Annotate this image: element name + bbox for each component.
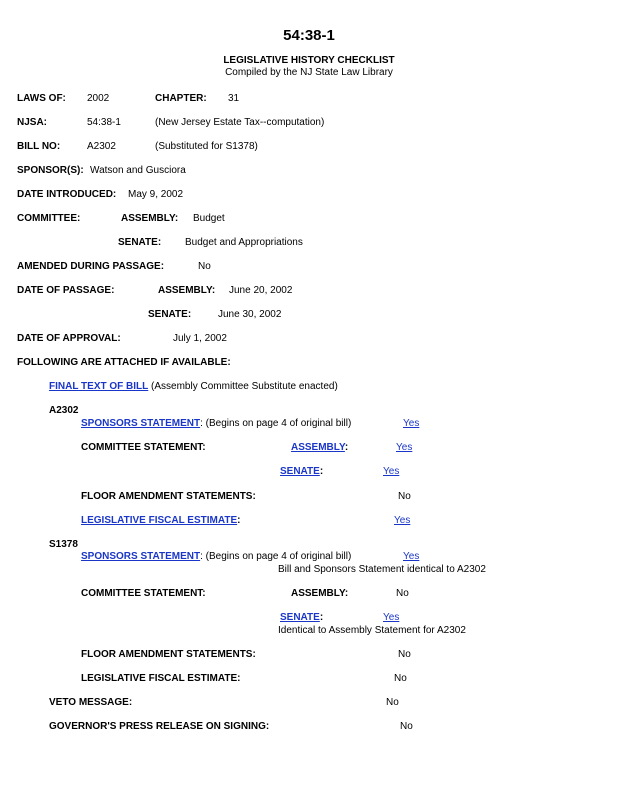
- laws-of-value: 2002: [87, 93, 110, 104]
- s1378-committee-senate-yes-link[interactable]: Yes: [383, 612, 400, 623]
- bill-no-value: A2302: [87, 141, 116, 152]
- s1378-fiscal-label: LEGISLATIVE FISCAL ESTIMATE:: [81, 673, 241, 684]
- bill-no-note: (Substituted for S1378): [155, 141, 258, 152]
- a2302-committee-senate-row: [280, 466, 323, 478]
- njsa-value: 54:38-1: [87, 117, 121, 128]
- a2302-sponsors-statement-note: : (Begins on page 4 of original bill): [200, 418, 352, 429]
- approval-label: DATE OF APPROVAL:: [17, 333, 121, 344]
- press-release-label: GOVERNOR'S PRESS RELEASE ON SIGNING:: [49, 721, 270, 732]
- njsa-label: NJSA:: [17, 117, 48, 128]
- a2302-committee-assembly-yes-link[interactable]: Yes: [396, 442, 413, 453]
- a2302-fiscal-colon: :: [237, 515, 241, 526]
- s1378-committee-assembly-value: No: [396, 588, 409, 599]
- bill-no-label: BILL NO:: [17, 141, 61, 152]
- final-text-link[interactable]: FINAL TEXT OF BILL: [49, 381, 149, 392]
- a2302-committee-statement-label: COMMITTEE STATEMENT:: [81, 442, 206, 453]
- veto-label: VETO MESSAGE:: [49, 697, 133, 708]
- s1378-sponsors-statement-note: : (Begins on page 4 of original bill): [200, 551, 352, 562]
- committee-label: COMMITTEE:: [17, 213, 81, 224]
- laws-of-label: LAWS OF:: [17, 93, 66, 104]
- a2302-fiscal-row: [81, 515, 240, 527]
- a2302-committee-assembly-link[interactable]: ASSEMBLY: [291, 442, 345, 453]
- a2302-heading: A2302: [49, 405, 79, 416]
- s1378-committee-statement-label: COMMITTEE STATEMENT:: [81, 588, 206, 599]
- checklist-subtitle: LEGISLATIVE HISTORY CHECKLIST: [223, 55, 395, 66]
- passage-senate-value: June 30, 2002: [218, 309, 282, 320]
- amended-value: No: [198, 261, 211, 272]
- sponsors-value: Watson and Gusciora: [90, 165, 186, 176]
- s1378-committee-senate-link[interactable]: SENATE: [280, 612, 320, 623]
- page-title: 54:38-1: [283, 27, 335, 44]
- a2302-committee-senate-colon: :: [319, 466, 324, 477]
- s1378-heading: S1378: [49, 539, 78, 550]
- a2302-committee-assembly-colon: :: [344, 442, 349, 453]
- a2302-committee-assembly-row: [291, 442, 348, 454]
- s1378-sponsors-statement-link[interactable]: SPONSORS STATEMENT: [81, 551, 201, 562]
- s1378-floor-label: FLOOR AMENDMENT STATEMENTS:: [81, 649, 256, 660]
- a2302-sponsors-statement-yes-link[interactable]: Yes: [403, 418, 420, 429]
- s1378-sponsors-row: [81, 551, 351, 563]
- compiled-by: Compiled by the NJ State Law Library: [225, 67, 393, 78]
- s1378-committee-assembly-label: ASSEMBLY:: [291, 588, 349, 599]
- a2302-committee-senate-yes-link[interactable]: Yes: [383, 466, 400, 477]
- date-introduced-value: May 9, 2002: [128, 189, 184, 200]
- date-introduced-label: DATE INTRODUCED:: [17, 189, 117, 200]
- a2302-floor-value: No: [398, 491, 411, 502]
- press-release-value: No: [400, 721, 413, 732]
- s1378-committee-senate-colon: :: [319, 612, 324, 623]
- passage-senate-label: SENATE:: [148, 309, 192, 320]
- attached-heading: FOLLOWING ARE ATTACHED IF AVAILABLE:: [17, 357, 231, 368]
- committee-assembly-value: Budget: [193, 213, 225, 224]
- chapter-value: 31: [228, 93, 240, 104]
- a2302-fiscal-yes-link[interactable]: Yes: [394, 515, 411, 526]
- s1378-committee-senate-row: [280, 612, 323, 624]
- a2302-floor-label: FLOOR AMENDMENT STATEMENTS:: [81, 491, 256, 502]
- s1378-sponsors-statement-yes-link[interactable]: Yes: [403, 551, 420, 562]
- committee-senate-label: SENATE:: [118, 237, 162, 248]
- passage-label: DATE OF PASSAGE:: [17, 285, 115, 296]
- chapter-label: CHAPTER:: [155, 93, 207, 104]
- veto-value: No: [386, 697, 399, 708]
- s1378-fiscal-value: No: [394, 673, 407, 684]
- a2302-fiscal-link[interactable]: LEGISLATIVE FISCAL ESTIMATE: [81, 515, 238, 526]
- amended-label: AMENDED DURING PASSAGE:: [17, 261, 165, 272]
- passage-assembly-value: June 20, 2002: [229, 285, 293, 296]
- final-text-row: [49, 381, 338, 393]
- final-text-note: (Assembly Committee Substitute enacted): [148, 381, 338, 392]
- committee-senate-value: Budget and Appropriations: [185, 237, 303, 248]
- s1378-floor-value: No: [398, 649, 411, 660]
- approval-value: July 1, 2002: [173, 333, 227, 344]
- s1378-committee-senate-note: Identical to Assembly Statement for A2302: [278, 625, 466, 636]
- a2302-sponsors-row: [81, 418, 351, 430]
- njsa-description: (New Jersey Estate Tax--computation): [155, 117, 325, 128]
- a2302-sponsors-statement-link[interactable]: SPONSORS STATEMENT: [81, 418, 201, 429]
- passage-assembly-label: ASSEMBLY:: [158, 285, 216, 296]
- s1378-sponsors-identical-note: Bill and Sponsors Statement identical to A2302: [278, 564, 486, 575]
- sponsors-label: SPONSOR(S):: [17, 165, 84, 176]
- committee-assembly-label: ASSEMBLY:: [121, 213, 179, 224]
- a2302-committee-senate-link[interactable]: SENATE: [280, 466, 320, 477]
